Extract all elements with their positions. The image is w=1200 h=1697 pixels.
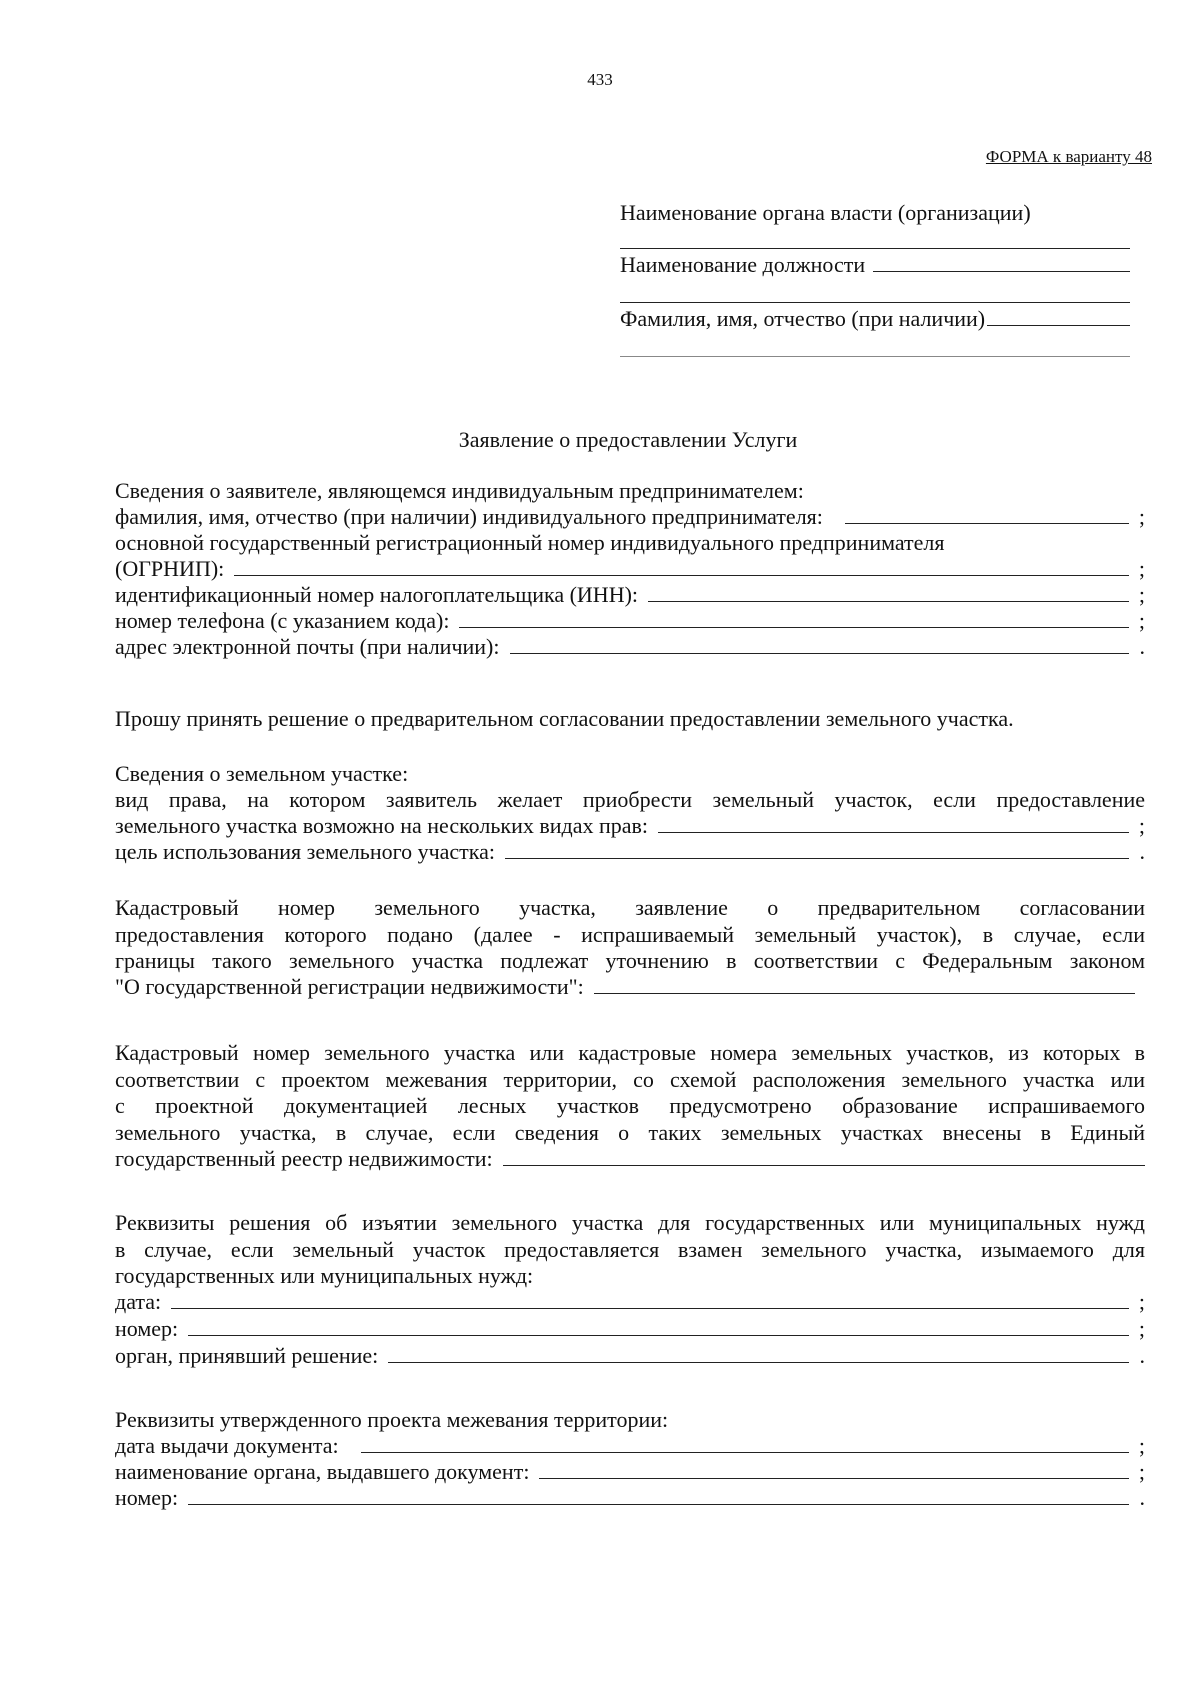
applicant-ogrnip-label-2: (ОГРНИП): [115, 556, 225, 581]
cadastral-line: границы такого земельного участка подлежат уточнению в соответствии с Федеральным законом [115, 948, 1145, 973]
punctuation: ; [1138, 1459, 1145, 1484]
cadastral-source-label: государственный реестр недвижимости: [115, 1146, 493, 1171]
punctuation: ; [1138, 813, 1145, 838]
seizure-paragraph [115, 1210, 1145, 1290]
addressee-name-field-2[interactable] [620, 356, 1130, 357]
plot-right-field[interactable] [658, 814, 1129, 833]
punctuation: ; [1138, 1433, 1145, 1458]
cadastral-paragraph [115, 895, 1145, 975]
seizure-body-label: орган, принявший решение: [115, 1343, 379, 1368]
punctuation: . [1139, 1485, 1145, 1510]
punctuation: . [1139, 839, 1145, 864]
page-number: 433 [587, 70, 613, 89]
seizure-body-field[interactable] [388, 1344, 1129, 1363]
punctuation: . [1139, 1343, 1145, 1368]
cadastral-source-field[interactable] [503, 1147, 1145, 1166]
addressee-position-field[interactable] [873, 253, 1130, 272]
survey-issuer-label: наименование органа, выдавшего документ: [115, 1459, 530, 1484]
form-reference: ФОРМА к варианту 48 [985, 147, 1152, 166]
seizure-date-label: дата: [115, 1289, 162, 1314]
addressee-org-label: Наименование органа власти (организации) [620, 200, 1031, 225]
cadastral-label: "О государственной регистрации недвижимости": [115, 974, 584, 999]
cadastral-source-paragraph [115, 1040, 1145, 1146]
punctuation: ; [1138, 556, 1145, 581]
punctuation: ; [1138, 582, 1145, 607]
punctuation: . [1139, 634, 1145, 659]
cadastral-field[interactable] [594, 975, 1135, 994]
survey-number-field[interactable] [188, 1486, 1129, 1505]
addressee-position-label: Наименование должности [620, 252, 866, 277]
plot-purpose-label: цель использования земельного участка: [115, 839, 496, 864]
addressee-name-field[interactable] [987, 307, 1130, 326]
seizure-date-field[interactable] [171, 1290, 1129, 1309]
punctuation: ; [1138, 1289, 1145, 1314]
seizure-number-label: номер: [115, 1316, 179, 1341]
survey-issuer-field[interactable] [539, 1460, 1129, 1479]
cadastral-source-line: соответствии с проектом межевания территории, со схемой расположения земельного участка или [115, 1066, 1145, 1092]
applicant-heading: Сведения о заявителе, являющемся индивидуальным предпринимателем: [115, 478, 804, 503]
cadastral-line: предоставления которого подано (далее - испрашиваемый земельный участок), в случае, если [115, 921, 1145, 947]
applicant-email-label: адрес электронной почты (при наличии): [115, 634, 500, 659]
survey-date-label: дата выдачи документа: [115, 1433, 339, 1458]
plot-heading: Сведения о земельном участке: [115, 761, 409, 786]
cadastral-source-line: земельного участка, в случае, если сведения о таких земельных участках внесены в Единый [115, 1119, 1145, 1145]
applicant-email-field[interactable] [510, 635, 1130, 654]
applicant-ogrnip-label: основной государственный регистрационный номер индивидуального предпринимателя [115, 530, 945, 555]
survey-date-field[interactable] [361, 1434, 1129, 1453]
survey-number-label: номер: [115, 1485, 179, 1510]
document-title: Заявление о предоставлении Услуги [458, 427, 798, 452]
plot-right-text: вид права, на котором заявитель желает приобрести земельный участок, если предоставление [115, 787, 1145, 812]
seizure-number-field[interactable] [188, 1317, 1129, 1336]
plot-right-label: земельного участка возможно на нескольких видах прав: [115, 813, 648, 838]
applicant-fio-field[interactable] [845, 505, 1129, 524]
survey-heading: Реквизиты утвержденного проекта межевания территории: [115, 1407, 669, 1432]
punctuation: ; [1138, 504, 1145, 529]
request-text: Прошу принять решение о предварительном согласовании предоставлении земельного участка. [115, 706, 1014, 731]
punctuation: ; [1138, 608, 1145, 633]
cadastral-line: Кадастровый номер земельного участка, заявление о предварительном согласовании [115, 895, 1145, 920]
punctuation: ; [1138, 1316, 1145, 1341]
applicant-phone-field[interactable] [459, 609, 1129, 628]
applicant-inn-label: идентификационный номер налогоплательщика (ИНН): [115, 582, 639, 607]
plot-purpose-field[interactable] [505, 840, 1129, 859]
applicant-phone-label: номер телефона (с указанием кода): [115, 608, 450, 633]
addressee-block [620, 200, 1130, 226]
seizure-line: Реквизиты решения об изъятии земельного участка для государственных или муниципальных нужд [115, 1210, 1145, 1235]
seizure-line: в случае, если земельный участок предоставляется взамен земельного участка, изымаемого для [115, 1236, 1145, 1262]
addressee-position-field-2[interactable] [620, 302, 1130, 303]
applicant-ogrnip-field[interactable] [234, 557, 1129, 576]
cadastral-source-line: с проектной документацией лесных участков предусмотрено образование испрашиваемого [115, 1093, 1145, 1118]
addressee-name-label: Фамилия, имя, отчество (при наличии) [620, 306, 986, 331]
cadastral-source-line: Кадастровый номер земельного участка или кадастровые номера земельных участков, из которых в [115, 1040, 1145, 1065]
addressee-org-field[interactable] [620, 248, 1130, 249]
applicant-inn-field[interactable] [648, 583, 1129, 602]
applicant-fio-label: фамилия, имя, отчество (при наличии) индивидуального предпринимателя: [115, 504, 823, 529]
seizure-line: государственных или муниципальных нужд: [115, 1263, 534, 1288]
